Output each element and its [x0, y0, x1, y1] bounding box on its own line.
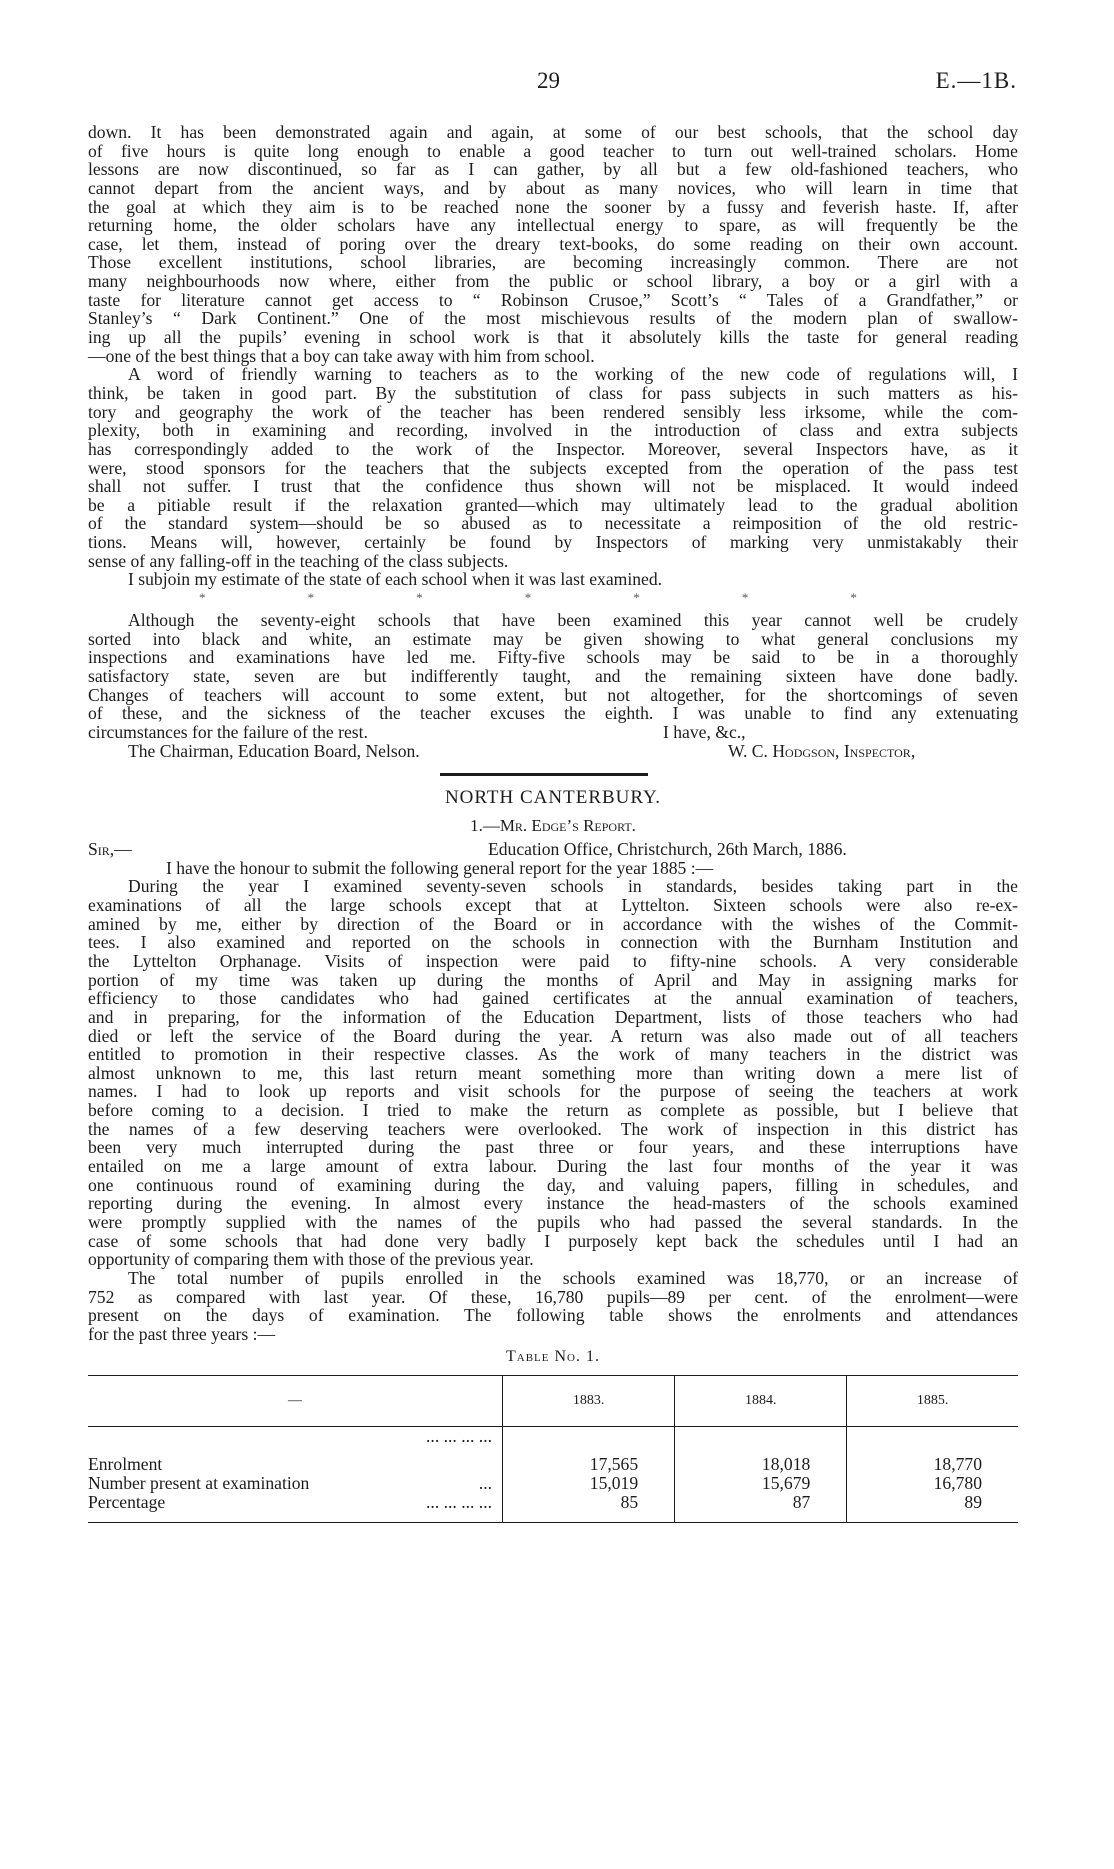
- table-cell: 17,565: [503, 1427, 675, 1475]
- paragraph-school-hours: [88, 123, 1018, 365]
- text-line: almost unknown to me, this last return meant something more than writing down a mere list of: [88, 1062, 1018, 1083]
- text-line: During the year I examined seventy-seven schools in standards, besides taking part in the: [128, 876, 1018, 897]
- text-line: for the past three years :—: [88, 1323, 276, 1344]
- text-line: tions. Means will, however, certainly be found by Inspectors of marking very unmistakably their: [88, 532, 1018, 553]
- text-line: plexity, both in examining and recording, involved in the introduction of class and extra subjects: [88, 420, 1018, 441]
- table-row: [88, 1493, 1018, 1523]
- text-line: of the standard system—should be so abused as to necessitate a reimposition of the old restric-: [88, 513, 1018, 534]
- text-line: A word of friendly warning to teachers as to the working of the new code of regulations will, I: [128, 364, 1018, 385]
- text-line: examinations of all the large schools except that at Lyttelton. Sixteen schools were also re-ex-: [88, 895, 1018, 916]
- text-line: Although the seventy-eight schools that have been examined this year cannot well be crudely: [128, 610, 1018, 631]
- text-line: one continuous round of examining during the day, and valuing papers, filling in schedules, and: [88, 1174, 1018, 1195]
- row-label: Enrolment: [88, 1454, 163, 1475]
- text-line: 752 as compared with last year. Of these, 16,780 pupils—89 per cent. of the enrolment—were: [88, 1286, 1018, 1307]
- text-line: case, let them, instead of poring over the dreary text-books, do some reading on their own account.: [88, 233, 1018, 254]
- text-line: many neighbourhoods now where, either from the public or school library, a boy or a girl with a: [88, 271, 1018, 292]
- star-glyph: *: [850, 590, 857, 606]
- salutation-line: [88, 840, 1018, 859]
- text-line: down. It has been demonstrated again and again, at some of our best schools, that the school day: [88, 122, 1018, 142]
- text-line: were promptly supplied with the names of the pupils who had passed the several standards. In the: [88, 1211, 1018, 1232]
- page-body: [88, 123, 1018, 1523]
- text-line: lessons are now discontinued, so far as I can gather, by all but a few old-fashioned teachers, who: [88, 159, 1018, 180]
- text-line: think, be taken in good part. By the substitution of class for pass subjects in such matters as his-: [88, 382, 1018, 403]
- table-cell: 15,019: [503, 1474, 675, 1493]
- text-line: has correspondingly added to the work of the Inspector. Moreover, several Inspectors have, as it: [88, 438, 1018, 459]
- paragraph-enrolment: [88, 1269, 1018, 1344]
- text-line: portion of my time was taken up during the months of April and May in assigning marks for: [88, 969, 1018, 990]
- omission-stars: [88, 589, 1018, 607]
- intro-line: I have the honour to submit the following general report for the year 1885 :—: [166, 857, 714, 878]
- text-line: present on the days of examination. The following table shows the enrolments and attendances: [88, 1305, 1018, 1326]
- text-line: the names of a few deserving teachers were overlooked. The work of inspection in this district has: [88, 1118, 1018, 1139]
- text-line: names. I had to look up reports and visit schools for the purpose of seeing the teachers at work: [88, 1081, 1018, 1102]
- text-line: ing up all the pupils’ evening in school work is that it absolutely kills the taste for general reading: [88, 327, 1018, 348]
- table-cell: 18,018: [675, 1427, 847, 1475]
- text-line: tees. I also examined and reported on the schools in connection with the Burnham Institution and: [88, 932, 1018, 953]
- text-line: reporting during the evening. In almost every instance the head-masters of the schools examined: [88, 1193, 1018, 1214]
- text-line: the goal at which they aim is to be reached none the sooner by a fussy and feverish haste. If, after: [88, 196, 1018, 217]
- row-label-cell: [88, 1493, 503, 1523]
- table-cell: 18,770: [847, 1427, 1018, 1475]
- star-glyph: *: [416, 590, 423, 606]
- leader-dots: ... ... ... ...: [426, 1492, 492, 1513]
- paragraph-year-review: [88, 877, 1018, 1268]
- table-header-year: 1883.: [503, 1376, 675, 1427]
- row-label: Percentage: [88, 1492, 166, 1513]
- paragraph-conclusions: [88, 611, 1018, 723]
- enrolment-table: [88, 1375, 1018, 1523]
- star-glyph: *: [741, 590, 749, 606]
- star-glyph: *: [199, 590, 206, 606]
- dateline: Education Office, Christchurch, 26th March, 1886.: [488, 839, 847, 860]
- page-number: 29: [537, 68, 560, 93]
- table-header-year: 1884.: [675, 1376, 847, 1427]
- text-line: of five hours is quite long enough to enable a good teacher to turn out well-trained scholars. Home: [88, 140, 1018, 161]
- section-title: NORTH CANTERBURY.: [444, 787, 662, 809]
- section-subtitle: 1.—Mr. Edge’s Report.: [470, 816, 636, 836]
- closing-line: [88, 723, 1018, 742]
- text-line: Those excellent institutions, school libraries, are becoming increasingly common. There are not: [88, 252, 1018, 273]
- leader-dots: ... ... ... ...: [426, 1426, 492, 1447]
- text-line: the Lyttelton Orphanage. Visits of inspection were paid to fifty-nine schools. A very considerable: [88, 950, 1018, 971]
- section-divider: [440, 773, 648, 776]
- text-line: and in preparing, for the information of the Education Department, lists of those teachers who had: [88, 1006, 1018, 1027]
- text-line: be a pitiable result if the relaxation granted—which may ultimately lead to the gradual abolition: [88, 494, 1018, 515]
- salutation: Sir,—: [88, 839, 132, 860]
- document-series-code: E.—1B.: [935, 68, 1017, 93]
- text-line: case of some schools that had done very badly I purposely kept back the schedules until I had an: [88, 1230, 1018, 1251]
- text-line: satisfactory state, seven are but indifferently taught, and the remaining sixteen have done badly.: [88, 665, 1018, 686]
- star-glyph: *: [633, 590, 640, 606]
- table-title: Table No. 1.: [506, 1348, 600, 1366]
- text-line: shall not suffer. I trust that the confidence thus shown will not be misplaced. It would indeed: [88, 476, 1018, 497]
- text-line: returning home, the older scholars have any intellectual energy to spare, as will frequently be the: [88, 215, 1018, 236]
- text-line: Stanley’s “ Dark Continent.” One of the most mischievous results of the modern plan of swallow-: [88, 308, 1018, 329]
- text-line: entailed on me a large amount of extra labour. During the last four months of the year it was: [88, 1156, 1018, 1177]
- text-line: entitled to promotion in their respective classes. As the work of many teachers in the district was: [88, 1044, 1018, 1065]
- text-line: amined by me, either by direction of the Board or in accordance with the wishes of the Commit-: [88, 913, 1018, 934]
- signature-line: [88, 742, 1018, 761]
- star-glyph: *: [524, 590, 532, 606]
- row-label-cell: [88, 1474, 503, 1493]
- text-line: cannot depart from the ancient ways, and by about as many novices, who will learn in time that: [88, 177, 1018, 198]
- table-cell: 15,679: [675, 1474, 847, 1493]
- table-row: [88, 1474, 1018, 1493]
- text-line: of these, and the sickness of the teacher excuses the eighth. I was unable to find any extenuating: [88, 703, 1018, 724]
- text-line: taste for literature cannot get access to “ Robinson Crusoe,” Scott’s “ Tales of a Grandfather,” or: [88, 289, 1018, 310]
- page-header: [0, 68, 1114, 98]
- table-cell: 87: [675, 1493, 847, 1523]
- text-line: sorted into black and white, an estimate may be given showing to what general conclusions my: [88, 628, 1018, 649]
- closing-text: circumstances for the failure of the rest.: [88, 721, 368, 742]
- text-line: sense of any falling-off in the teaching of the class subjects.: [88, 550, 509, 571]
- row-label: Number present at examination: [88, 1473, 310, 1494]
- table-header-blank: —: [88, 1376, 503, 1427]
- text-line: died or left the service of the Board during the year. A return was also made out of all teachers: [88, 1025, 1018, 1046]
- star-glyph: *: [307, 590, 315, 606]
- text-line: tory and geography the work of the teacher has been rendered sensibly less irksome, while the com-: [88, 401, 1018, 422]
- closing-salutation: I have, &c.,: [663, 721, 746, 742]
- table-header-year: 1885.: [847, 1376, 1018, 1427]
- text-line: before coming to a decision. I tried to make the return as complete as possible, but I believe that: [88, 1100, 1018, 1121]
- text-line: efficiency to those candidates who had gained certificates at the annual examination of teachers,: [88, 988, 1018, 1009]
- text-line: —one of the best things that a boy can take away with him from school.: [88, 345, 595, 366]
- table-row: [88, 1427, 1018, 1475]
- text-line: been very much interrupted during the past three or four years, and these interruptions have: [88, 1137, 1018, 1158]
- text-line: Changes of teachers will account to some extent, but not altogether, for the shortcomings of seven: [88, 684, 1018, 705]
- table-cell: 85: [503, 1493, 675, 1523]
- signature: W. C. Hodgson, Inspector,: [728, 740, 916, 761]
- table-cell: 16,780: [847, 1474, 1018, 1493]
- text-line: inspections and examinations have led me. Fifty-five schools may be said to be in a thoroughly: [88, 647, 1018, 668]
- paragraph-friendly-warning: [88, 365, 1018, 570]
- paragraph-estimate: I subjoin my estimate of the state of each school when it was last examined.: [128, 569, 663, 590]
- leader-dots: ...: [478, 1473, 492, 1494]
- addressee: The Chairman, Education Board, Nelson.: [128, 740, 420, 761]
- table-cell: 89: [847, 1493, 1018, 1523]
- text-line: were, stood sponsors for the teachers that the subjects excepted from the operation of the pass test: [88, 457, 1018, 478]
- table-header-row: [88, 1376, 1018, 1427]
- text-line: opportunity of comparing them with those of the previous year.: [88, 1249, 534, 1270]
- text-line: The total number of pupils enrolled in the schools examined was 18,770, or an increase of: [128, 1267, 1018, 1288]
- row-label-cell: [88, 1427, 503, 1475]
